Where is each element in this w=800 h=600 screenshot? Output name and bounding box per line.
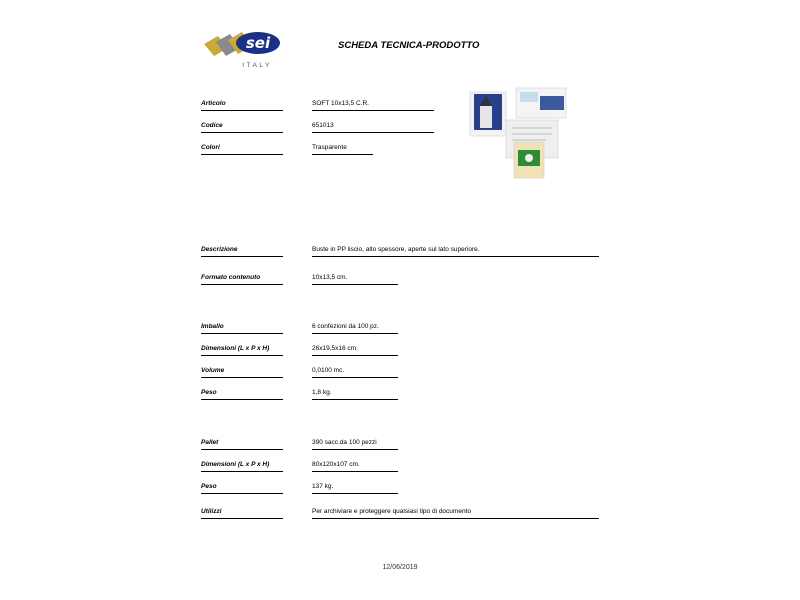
volume-value: 0,0100 mc. (312, 367, 398, 378)
formato-contenuto-label: Formato contenuto (201, 274, 283, 285)
peso-imballo-value: 1,8 kg. (312, 389, 398, 400)
pallet-label: Pallet (201, 439, 283, 450)
codice-label: Codice (201, 122, 283, 133)
formato-contenuto-value: 10x13,5 cm. (312, 274, 398, 285)
pallet-value: 390 sacc.da 100 pezzi (312, 439, 398, 450)
articolo-label: Articolo (201, 100, 283, 111)
logo-text: sei (245, 34, 271, 52)
imballo-label: Imballo (201, 323, 283, 334)
codice-value: 651013 (312, 122, 434, 133)
descrizione-value: Buste in PP liscio, alto spessore, aperte sul lato superiore. (312, 246, 599, 257)
logo-subtitle: ITALY (242, 62, 272, 69)
colori-value: Trasparente (312, 144, 373, 155)
volume-label: Volume (201, 367, 283, 378)
peso-pallet-label: Peso (201, 483, 283, 494)
dimensioni-pallet-value: 80x120x107 cm. (312, 461, 398, 472)
articolo-value: SOFT 10x13,5 C.R. (312, 100, 434, 111)
footer-date: 12/06/2019 (382, 564, 418, 571)
dimensioni-imballo-label: Dimensioni (L x P x H) (201, 345, 283, 356)
imballo-value: 6 confezioni da 100 pz. (312, 323, 398, 334)
peso-imballo-label: Peso (201, 389, 283, 400)
page-title: SCHEDA TECNICA-PRODOTTO (338, 40, 480, 51)
dimensioni-imballo-value: 26x19,5x16 cm. (312, 345, 398, 356)
peso-pallet-value: 137 kg. (312, 483, 398, 494)
descrizione-label: Descrizione (201, 246, 283, 257)
utilizzi-label: Utilizzi (201, 508, 283, 519)
colori-label: Colori (201, 144, 283, 155)
product-photo-icon (466, 86, 570, 180)
dimensioni-pallet-label: Dimensioni (L x P x H) (201, 461, 283, 472)
utilizzi-value: Per archiviare e proteggere qualsiasi tipo di documento (312, 508, 599, 519)
